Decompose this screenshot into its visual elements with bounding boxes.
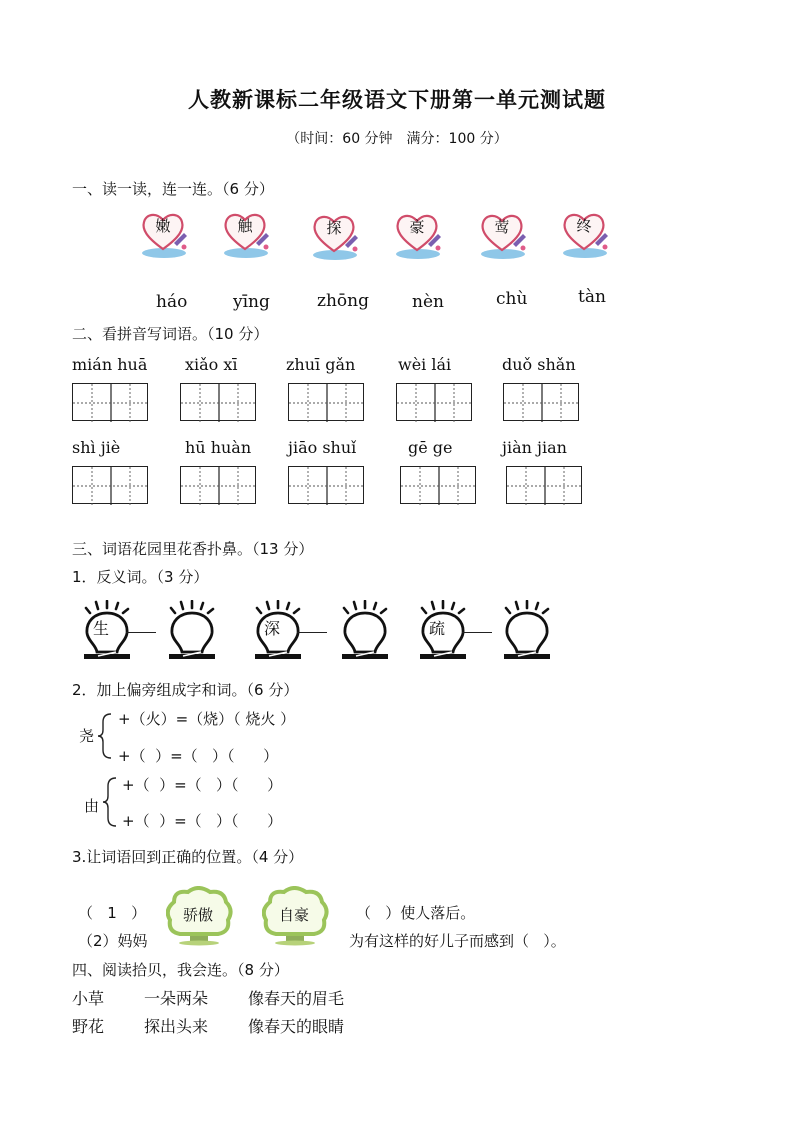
heart-card — [394, 210, 448, 270]
pinyin-word: zhuī gǎn — [286, 355, 356, 374]
writing-box[interactable] — [72, 383, 148, 421]
bulb-with-word — [247, 600, 303, 662]
connector-line — [462, 632, 492, 633]
lightbulb-icon — [496, 600, 552, 662]
heart-card — [561, 209, 615, 269]
pinyin-3: zhōng — [317, 291, 369, 311]
lightbulb-icon — [161, 600, 217, 662]
bulb-with-word — [76, 600, 132, 662]
heart-char: 探 — [326, 219, 342, 237]
compose-line-4: +（ ）=（ ）（ ） — [122, 812, 283, 830]
reading-cell: 像春天的眼睛 — [248, 1017, 345, 1036]
word-tree[interactable] — [262, 886, 330, 946]
reading-cell: 野花 — [72, 1017, 105, 1036]
writing-box[interactable] — [288, 383, 364, 421]
pinyin-word: duǒ shǎn — [502, 355, 576, 374]
reading-cell: 像春天的眉毛 — [248, 989, 345, 1008]
reading-cell: 探出头来 — [144, 1017, 209, 1036]
pinyin-4: nèn — [412, 292, 444, 312]
writing-box[interactable] — [180, 466, 256, 504]
writing-box[interactable] — [400, 466, 476, 504]
antonym-word: 生 — [92, 619, 109, 638]
sentence-2-left: （2）妈妈 — [78, 932, 148, 950]
heart-char: 触 — [237, 217, 253, 235]
bulb-blank[interactable] — [496, 600, 552, 662]
heart-card — [222, 209, 276, 269]
writing-box[interactable] — [288, 466, 364, 504]
pinyin-word: xiǎo xī — [185, 355, 238, 374]
pinyin-word: wèi lái — [398, 355, 452, 374]
bulb-blank[interactable] — [334, 600, 390, 662]
page-subtitle: （时间：60 分钟 满分：100 分） — [286, 131, 508, 147]
compose-line-2: +（ ）=（ ）（ ） — [118, 747, 279, 765]
pinyin-6: tàn — [578, 287, 606, 307]
connector-line — [297, 632, 327, 633]
pinyin-word: jiàn jian — [502, 438, 567, 457]
sentence-1-left: （ 1 ） — [78, 904, 147, 922]
heart-char: 豪 — [409, 218, 425, 236]
pinyin-word: hū huàn — [185, 438, 252, 457]
heart-char: 终 — [576, 217, 592, 235]
reading-cell: 小草 — [72, 989, 105, 1008]
pinyin-word: gē ge — [408, 438, 453, 457]
heart-card — [140, 209, 194, 269]
tree-word: 骄傲 — [182, 906, 213, 924]
word-tree[interactable] — [166, 886, 234, 946]
q2-label: 2．加上偏旁组成字和词。（6 分） — [72, 681, 299, 699]
root-char-2: 由 — [84, 797, 100, 815]
pinyin-word: mián huā — [72, 355, 148, 374]
bulb-with-word — [412, 600, 468, 662]
section2-heading: 二、看拼音写词语。（10 分） — [72, 325, 269, 343]
q3-label: 3.让词语回到正确的位置。（4 分） — [72, 848, 304, 866]
bulb-blank[interactable] — [161, 600, 217, 662]
antonym-word: 疏 — [428, 619, 445, 638]
tree-word: 自豪 — [278, 906, 309, 924]
page-title: 人教新课标二年级语文下册第一单元测试题 — [188, 88, 606, 112]
writing-box[interactable] — [180, 383, 256, 421]
sentence-2-right: 为有这样的好儿子而感到（ ）。 — [349, 932, 566, 950]
pinyin-word: jiāo shuǐ — [288, 438, 357, 457]
section3-heading: 三、词语花园里花香扑鼻。（13 分） — [72, 540, 314, 558]
writing-box[interactable] — [396, 383, 472, 421]
lightbulb-icon — [334, 600, 390, 662]
heart-char: 嫩 — [155, 217, 171, 235]
heart-card — [311, 211, 365, 271]
pinyin-1: háo — [156, 292, 188, 312]
sentence-1-right: （ ）使人落后。 — [356, 904, 476, 922]
pinyin-5: chù — [496, 289, 528, 309]
q1-label: 1．反义词。（3 分） — [72, 568, 209, 586]
writing-box[interactable] — [506, 466, 582, 504]
connector-line — [126, 632, 156, 633]
writing-box[interactable] — [72, 466, 148, 504]
pinyin-word: shì jiè — [72, 438, 121, 457]
antonym-word: 深 — [263, 619, 280, 638]
brace-icon — [102, 776, 118, 828]
heart-card — [479, 210, 533, 270]
root-char-1: 尧 — [79, 727, 95, 745]
section4-heading: 四、阅读拾贝，我会连。（8 分） — [72, 961, 289, 979]
heart-char: 莺 — [494, 218, 510, 236]
writing-box[interactable] — [503, 383, 579, 421]
brace-icon — [97, 712, 113, 760]
compose-line-3: +（ ）=（ ）（ ） — [122, 776, 283, 794]
compose-line-1: +（火）=（烧）（ 烧火 ） — [118, 710, 296, 728]
pinyin-2: yīng — [233, 292, 270, 312]
section1-heading: 一、读一读，连一连。（6 分） — [72, 180, 274, 198]
reading-cell: 一朵两朵 — [144, 989, 209, 1008]
